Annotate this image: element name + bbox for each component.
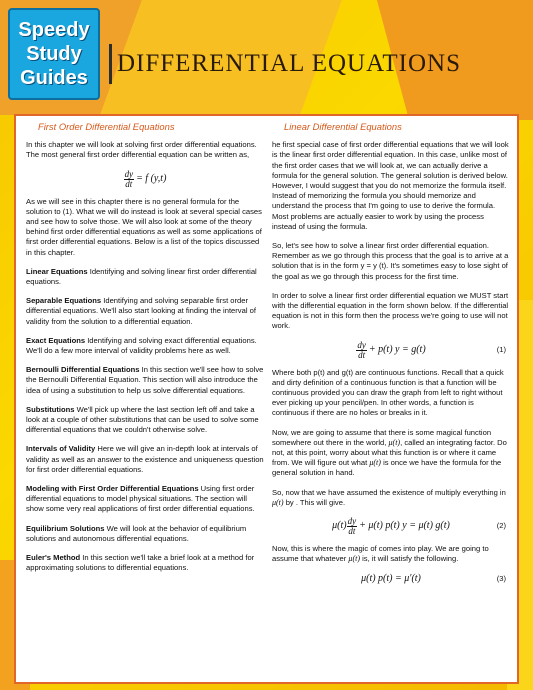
integrating-factor-paragraph	[272, 428, 510, 479]
topic-text: Identifying and solving separable first order differential equations. We'll also start looking at finding the interval of validity from the solution to a differential equation.	[26, 296, 256, 326]
logo-line-1: Speedy	[18, 19, 90, 41]
page-title: DIFFERENTIAL EQUATIONS	[117, 50, 461, 77]
eq1-rhs: = f (y,t)	[136, 173, 167, 184]
content-panel	[14, 114, 519, 684]
if-text-c: is once we have the formula for the general solution in hand.	[272, 458, 502, 478]
left-heading: First Order Differential Equations	[38, 121, 175, 132]
if-text-a: Now, we are going to assume that there is some magical function somewhere out there in the world,	[272, 427, 492, 447]
mu-symbol: μ(t)	[388, 437, 401, 447]
equation-multiplied	[272, 517, 510, 536]
right-heading: Linear Differential Equations	[284, 121, 402, 132]
logo-line-2: Study	[26, 43, 82, 65]
topic-term: Modeling with First Order Differential Equations	[26, 484, 199, 494]
intro-paragraph: In this chapter we will look at solving first order differential equations. The most general first order differential equation can be written as,	[26, 140, 257, 160]
continuity-paragraph: Where both p(t) and g(t) are continuous functions. Recall that a quick and dirty definition of a continuous function is that a function will be continuous provided you can draw the graph from left to right without ever picking up your pencil/pen. In other words, a function is continuous if there are no holes or breaks in it.	[272, 367, 504, 418]
magic-paragraph	[272, 544, 510, 564]
linear-intro-paragraph: he first special case of first order differential equations that we will look is the linear first order differential equation. In this case, unlike most of the first order cases that we will look at, we can actually derive a formula for the general solution. The general solution is derived below. However, I would suggest that you do not memorize the formula itself. Instead of memorizing the formula you should memorize and understand the process that I'm going to use to derive the formula. Most problems are actually easier to work by using the process instead of using the formula.	[272, 140, 509, 231]
eqb-numerator: dy	[347, 516, 357, 527]
multiply-text-b: by . This will give.	[285, 497, 346, 507]
multiply-paragraph	[272, 488, 510, 508]
topic-term: Linear Equations	[26, 266, 88, 276]
eqa-label: (1)	[496, 345, 506, 355]
topic-term: Euler's Method	[26, 553, 81, 563]
eqb-label: (2)	[496, 521, 506, 531]
title-bar	[105, 40, 525, 88]
topic-text: We'll pick up where the last section left off and take a look at a couple of other substitutions that can be used to solve some differential equations that we couldn't otherwise solve.	[26, 404, 259, 435]
equation-linear-form	[272, 341, 510, 360]
topic-item	[26, 553, 264, 573]
topic-item	[26, 405, 264, 436]
topic-term: Bernoulli Differential Equations	[26, 365, 140, 375]
topic-item	[26, 296, 264, 327]
topic-text: In this section we'll take a brief look at a method for approximating solutions to differential equations.	[26, 553, 255, 573]
eqa-denominator: dt	[358, 349, 366, 360]
logo-line-3: Guides	[20, 67, 88, 89]
mu-symbol: μ(t)	[272, 497, 284, 507]
topic-text: Identifying and solving linear first order differential equations.	[26, 266, 257, 287]
eqc-label: (3)	[496, 573, 506, 583]
topic-item	[26, 444, 264, 475]
eq1-numerator: dy	[124, 168, 134, 179]
brand-logo	[8, 8, 100, 100]
topic-term: Exact Equations	[26, 335, 86, 345]
topic-item	[26, 336, 264, 356]
topic-term: Substitutions	[26, 404, 75, 414]
mu-symbol: μ(t)	[348, 554, 360, 564]
right-column	[272, 122, 510, 592]
magic-text-a: Now, this is where the magic of comes into play. We are going to assume that whatever	[272, 544, 489, 564]
mu-symbol: μ(t)	[369, 458, 381, 468]
equation-condition	[272, 574, 510, 584]
topic-text: Here we will give an in-depth look at intervals of validity as well as an answer to the existence and uniqueness question for first order differential equations.	[26, 444, 264, 474]
magic-text-b: is, it will satisfy the following.	[362, 554, 459, 564]
eqb-prefix: μ(t)	[332, 520, 347, 532]
topic-item	[26, 524, 264, 544]
if-text-b: , called an integrating factor. Do not, at this point, worry about what this function is or where it came from. We will figure out what	[272, 437, 507, 468]
topic-term: Equilibrium Solutions	[26, 523, 105, 533]
topic-item	[26, 267, 264, 287]
topic-item	[26, 365, 264, 396]
eqc-text: μ(t) p(t) = μ′(t)	[361, 572, 421, 584]
form-paragraph: In order to solve a linear first order differential equation we MUST start with the differential equation in the form shown below. If the differential equation is not in this form then the process we're going to use will not work.	[272, 290, 509, 331]
eq1-denominator: dt	[125, 178, 133, 189]
multiply-text-a: So, now that we have assumed the existence of multiply everything in	[272, 487, 506, 497]
eqa-numerator: dy	[357, 339, 366, 350]
eqa-rhs: + p(t) y = g(t)	[368, 344, 426, 356]
topic-text: Using first order differential equations to model physical situations. The section will show some very real applications of first order differential equations.	[26, 484, 255, 514]
title-divider	[109, 44, 112, 84]
topic-term: Separable Equations	[26, 296, 102, 306]
overview-paragraph: As we will see in this chapter there is no general formula for the solution to (1). What we will do instead is look at several special cases and see how to solve those. We will also look at some of the theory behind first order differential equations as well as some applications of first order differential equations. Below is a list of the topics discussed in this chapter.	[26, 196, 262, 257]
left-column	[26, 122, 264, 583]
eqb-denominator: dt	[348, 526, 356, 537]
topic-term: Intervals of Validity	[26, 444, 96, 454]
topic-text: We will look at the behavior of equilibrium solutions and autonomous differential equations.	[26, 523, 247, 543]
topic-text: In this section we'll see how to solve the Bernoulli Differential Equation. This section will also introduce the idea of using a substitution to help us solve differential equations.	[26, 365, 264, 395]
topic-item	[26, 484, 264, 515]
goal-paragraph: So, let's see how to solve a linear first order differential equation. Remember as we go through this process that the goal is to arrive at a solution that is in the form y = y (t). It's sometimes easy to lose sight of the goal as we go through this process for the first time.	[272, 241, 509, 281]
topic-text: Identifying and solving exact differential equations. We'll do a few more interval of validity problems here as well.	[26, 335, 257, 356]
equation-general	[26, 170, 264, 189]
eqb-rhs: + μ(t) p(t) y = μ(t) g(t)	[359, 520, 450, 532]
